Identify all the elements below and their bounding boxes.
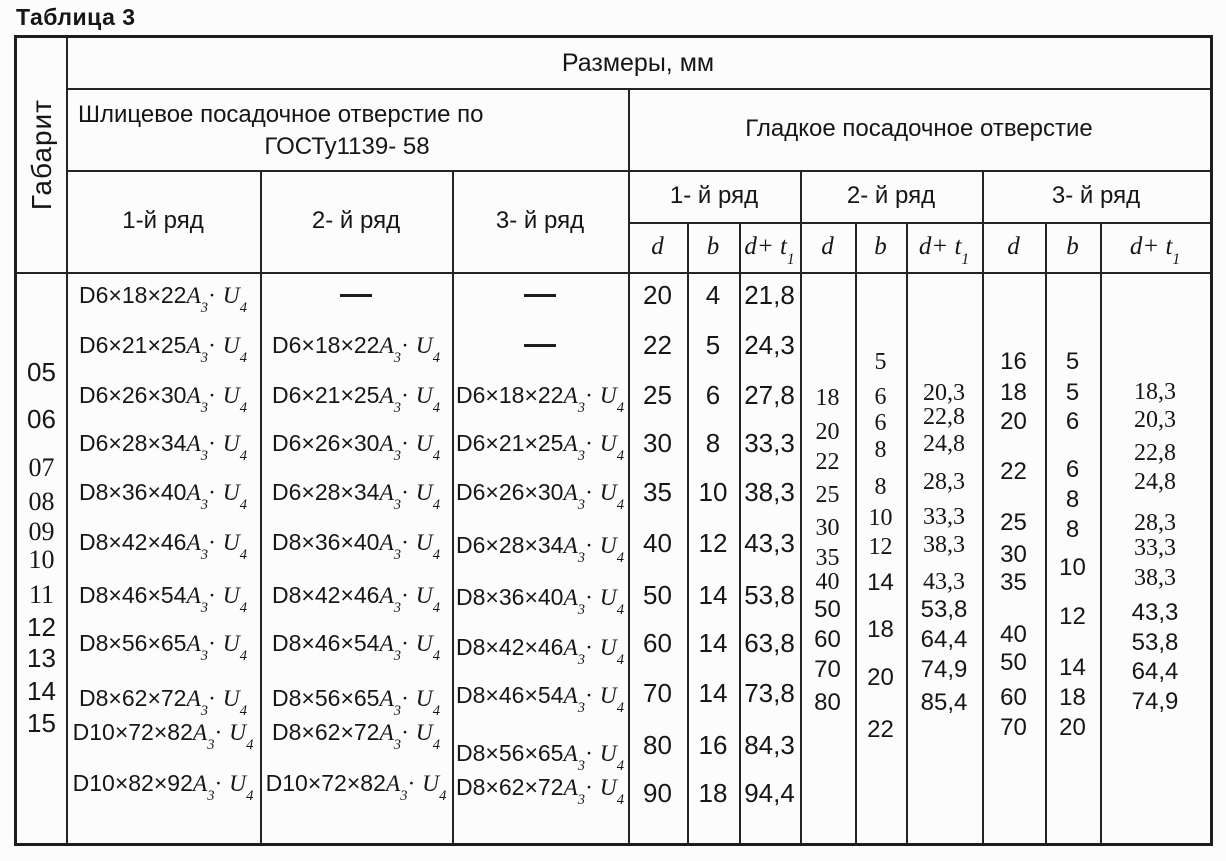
dim-d-value: 20	[815, 419, 840, 445]
dim-d-value: 35	[1000, 569, 1027, 596]
spline-designation: $D10\times 72\times 82A_3\cdot U_4$	[72, 719, 254, 754]
dim-d-value: 30	[815, 515, 840, 541]
spline-designation: $D8\times 42\times 46A_3\cdot U_4$	[79, 529, 247, 564]
gabarit-value: 06	[27, 404, 56, 434]
col-header-b: b	[874, 233, 887, 260]
dim-d-value: 16	[1000, 348, 1027, 375]
dim-dt-value: 22,8	[1134, 440, 1176, 466]
dim-b-value: 8	[874, 474, 887, 500]
dim-b-value: 5	[1065, 379, 1080, 406]
spline-designation: $D6\times 18\times 22A_3\cdot U_4$	[456, 382, 624, 417]
dim-d-value: 50	[643, 580, 672, 610]
dim-dt-value: 33,3	[1134, 535, 1176, 561]
dim-dt-value: 27,8	[744, 380, 795, 410]
dim-dt-value: 24,8	[1134, 469, 1176, 495]
spline-designation: $D6\times 28\times 34A_3\cdot U_4$	[456, 532, 624, 567]
col-header-d: d	[1007, 233, 1020, 260]
gabarit-column-header	[17, 38, 66, 272]
dim-b-value: 14	[867, 569, 894, 596]
dim-d-value: 25	[815, 482, 840, 508]
spline-designation: $D6\times 21\times 25A_3\cdot U_4$	[456, 430, 624, 465]
dim-b-value: 18	[1059, 684, 1086, 711]
dash-no-value	[340, 294, 372, 297]
spline-designation: $D6\times 18\times 22A_3\cdot U_4$	[79, 282, 247, 317]
gabarit-header-label: Габарит	[25, 99, 57, 211]
spline-designation: $D8\times 56\times 65A_3\cdot U_4$	[272, 685, 440, 720]
gabarit-value: 05	[27, 357, 56, 387]
smooth-row3-header: 3- й ряд	[1051, 182, 1141, 209]
dim-dt-value: 21,8	[744, 280, 795, 310]
dim-dt-value: 24,8	[923, 431, 965, 457]
gabarit-value: 15	[27, 708, 56, 738]
dim-b-value: 14	[698, 628, 728, 658]
dim-b-value: 10	[1059, 554, 1086, 581]
dim-d-value: 70	[1000, 714, 1027, 741]
size-units-header: Размеры, мм	[561, 48, 715, 77]
dim-d-value: 50	[1000, 649, 1027, 676]
dim-dt-value: 28,3	[1134, 510, 1176, 536]
dim-d-value: 30	[643, 428, 672, 458]
dim-b-value: 5	[874, 349, 887, 375]
smooth-bore-section-header: Гладкое посадочное отверстие	[745, 115, 1093, 142]
spline-row3-header: 3- й ряд	[495, 207, 585, 234]
dim-b-value: 5	[705, 330, 721, 360]
dim-d-value: 60	[1000, 684, 1027, 711]
gabarit-value: 10	[28, 545, 55, 574]
spline-header-line1: Шлицевое посадочное отверстие по	[78, 101, 484, 128]
dim-b-value: 6	[705, 380, 721, 410]
spline-designation: $D8\times 46\times 54A_3\cdot U_4$	[272, 630, 440, 665]
gabarit-value: 09	[28, 517, 55, 546]
dim-dt-value: 38,3	[1134, 565, 1176, 591]
dim-dt-value: 73,8	[744, 678, 795, 708]
dim-dt-value: 28,3	[923, 469, 965, 495]
dim-d-value: 25	[643, 380, 672, 410]
dim-d-value: 30	[1000, 541, 1027, 568]
gabarit-value: 12	[27, 612, 56, 642]
dim-d-value: 60	[814, 626, 841, 653]
dim-d-value: 35	[643, 477, 672, 507]
dim-b-value: 10	[698, 477, 728, 507]
dim-d-value: 70	[643, 678, 672, 708]
dim-b-value: 8	[1065, 486, 1080, 513]
spline-designation: $D6\times 21\times 25A_3\cdot U_4$	[272, 382, 440, 417]
dim-d-value: 80	[814, 689, 841, 716]
dim-dt-value: 38,3	[923, 532, 965, 558]
col-header-d: d	[651, 233, 664, 260]
col-header-d-plus-t1: $d+ t_1$	[1129, 233, 1181, 268]
spline-designation: $D10\times 72\times 82A_3\cdot U_4$	[265, 770, 447, 805]
spline-designation: $D8\times 36\times 40A_3\cdot U_4$	[272, 529, 440, 564]
dim-d-value: 50	[814, 596, 841, 623]
dim-d-value: 18	[1000, 379, 1027, 406]
dim-b-value: 5	[1065, 348, 1080, 375]
col-header-d: d	[821, 233, 834, 260]
dim-b-value: 8	[705, 428, 721, 458]
spline-designation: $D6\times 26\times 30A_3\cdot U_4$	[272, 430, 440, 465]
dim-d-value: 22	[1000, 458, 1027, 485]
dim-b-value: 6	[874, 384, 887, 410]
dim-dt-value: 18,3	[1134, 379, 1176, 405]
dim-dt-value: 38,3	[744, 477, 795, 507]
dim-dt-value: 84,3	[744, 730, 795, 760]
dimension-table	[14, 35, 1213, 846]
smooth-row1-header: 1- й ряд	[669, 182, 759, 209]
spline-designation: $D8\times 42\times 46A_3\cdot U_4$	[456, 634, 624, 669]
dim-d-value: 60	[643, 628, 672, 658]
gabarit-value: 11	[28, 580, 55, 609]
table-caption: Таблица 3	[16, 4, 136, 30]
dim-b-value: 12	[698, 528, 728, 558]
dim-dt-value: 53,8	[920, 596, 968, 623]
dim-b-value: 20	[867, 664, 894, 691]
dim-b-value: 16	[698, 730, 728, 760]
dim-d-value: 22	[643, 330, 672, 360]
dim-d-value: 80	[643, 730, 672, 760]
dim-dt-value: 53,8	[1131, 629, 1179, 656]
gabarit-value: 13	[27, 643, 56, 673]
dim-dt-value: 53,8	[744, 580, 795, 610]
dash-no-value	[524, 344, 556, 347]
dim-b-value: 12	[1059, 603, 1086, 630]
spline-designation: $D8\times 46\times 54A_3\cdot U_4$	[79, 582, 247, 617]
spline-designation: $D8\times 36\times 40A_3\cdot U_4$	[456, 584, 624, 619]
dim-dt-value: 33,3	[744, 428, 795, 458]
dim-dt-value: 94,4	[744, 778, 795, 808]
dim-b-value: 18	[698, 778, 728, 808]
col-header-b: b	[706, 233, 720, 260]
dim-dt-value: 33,3	[923, 504, 965, 530]
spline-designation: $D6\times 28\times 34A_3\cdot U_4$	[272, 479, 440, 514]
spline-designation: $D8\times 36\times 40A_3\cdot U_4$	[79, 479, 247, 514]
dim-d-value: 18	[815, 385, 840, 411]
dim-b-value: 22	[867, 716, 894, 743]
dash-no-value	[524, 294, 556, 297]
spline-designation: $D8\times 42\times 46A_3\cdot U_4$	[272, 582, 440, 617]
dim-d-value: 20	[1000, 408, 1027, 435]
dim-b-value: 14	[698, 580, 728, 610]
dim-dt-value: 64,4	[920, 626, 968, 653]
dim-b-value: 10	[868, 505, 893, 531]
gabarit-value: 07	[28, 453, 55, 482]
spline-row2-header: 2- й ряд	[311, 207, 401, 234]
dim-dt-value: 22,8	[923, 404, 965, 430]
dim-d-value: 40	[1000, 621, 1027, 648]
dim-d-value: 35	[815, 545, 840, 571]
spline-designation: $D6\times 18\times 22A_3\cdot U_4$	[272, 332, 440, 367]
dim-b-value: 14	[698, 678, 728, 708]
col-header-d-plus-t1: $d+ t_1$	[744, 233, 795, 268]
dim-b-value: 8	[874, 437, 887, 463]
spline-designation: $D6\times 26\times 30A_3\cdot U_4$	[456, 479, 624, 514]
grid-hline	[17, 272, 1210, 274]
dim-d-value: 40	[815, 569, 840, 595]
spline-row1-header: 1-й ряд	[122, 207, 204, 234]
col-header-d-plus-t1: $d+ t_1$	[918, 233, 970, 268]
dim-dt-value: 24,3	[744, 330, 795, 360]
dim-d-value: 90	[643, 778, 672, 808]
dim-dt-value: 20,3	[923, 380, 965, 406]
spline-header-line2: ГОСТу1139- 58	[264, 133, 430, 160]
dim-b-value: 12	[868, 534, 893, 560]
dim-b-value: 4	[705, 280, 721, 310]
dim-dt-value: 74,9	[920, 656, 968, 683]
dim-b-value: 14	[1059, 654, 1086, 681]
spline-designation: $D8\times 56\times 65A_3\cdot U_4$	[79, 630, 247, 665]
dim-b-value: 6	[1065, 456, 1080, 483]
dim-dt-value: 63,8	[744, 628, 795, 658]
dim-b-value: 18	[867, 616, 894, 643]
col-header-b: b	[1066, 233, 1079, 260]
dim-dt-value: 43,3	[744, 528, 795, 558]
dim-d-value: 40	[643, 528, 672, 558]
dim-dt-value: 85,4	[920, 689, 968, 716]
spline-bore-section-header	[66, 88, 628, 170]
dim-b-value: 6	[874, 410, 887, 436]
dim-dt-value: 20,3	[1134, 407, 1176, 433]
spline-designation: $D6\times 26\times 30A_3\cdot U_4$	[79, 382, 247, 417]
spline-designation: $D8\times 62\times 72A_3\cdot U_4$	[272, 719, 440, 754]
dim-b-value: 8	[1065, 516, 1080, 543]
gabarit-value: 08	[28, 487, 55, 516]
dim-d-value: 20	[643, 280, 672, 310]
gabarit-value: 14	[27, 676, 56, 706]
dim-b-value: 20	[1059, 714, 1086, 741]
smooth-row2-header: 2- й ряд	[846, 182, 936, 209]
dim-dt-value: 64,4	[1131, 658, 1179, 685]
dim-dt-value: 43,3	[1131, 599, 1179, 626]
spline-designation: $D8\times 56\times 65A_3\cdot U_4$	[456, 740, 624, 775]
dim-dt-value: 43,3	[923, 569, 965, 595]
spline-designation: $D10\times 82\times 92A_3\cdot U_4$	[72, 770, 254, 805]
spline-designation: $D8\times 46\times 54A_3\cdot U_4$	[456, 682, 624, 717]
dim-dt-value: 74,9	[1131, 688, 1179, 715]
dim-b-value: 6	[1065, 408, 1080, 435]
dim-d-value: 70	[814, 656, 841, 683]
spline-designation: $D6\times 21\times 25A_3\cdot U_4$	[79, 332, 247, 367]
dim-d-value: 22	[815, 449, 840, 475]
dim-d-value: 25	[1000, 509, 1027, 536]
spline-designation: $D6\times 28\times 34A_3\cdot U_4$	[79, 430, 247, 465]
spline-designation: $D8\times 62\times 72A_3\cdot U_4$	[79, 685, 247, 720]
spline-designation: $D8\times 62\times 72A_3\cdot U_4$	[456, 774, 624, 809]
